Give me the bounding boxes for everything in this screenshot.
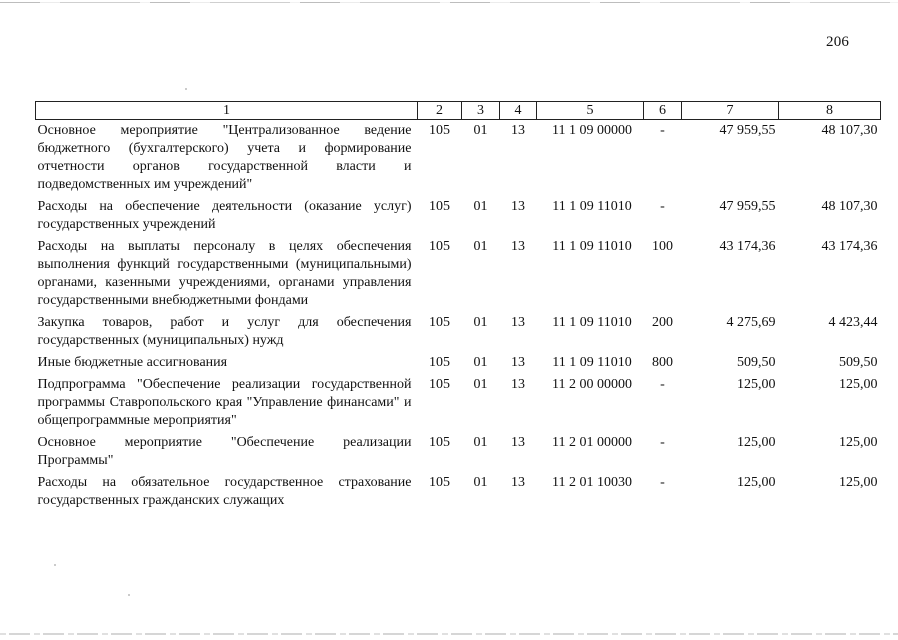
row-col4: 13 (511, 435, 525, 450)
table-row (36, 312, 881, 352)
row-col4: 13 (511, 377, 525, 392)
budget-table-container (35, 101, 880, 512)
row-col2: 105 (429, 355, 450, 370)
row-name: Основное мероприятие "Обеспечение реализации Программы" (37, 435, 412, 468)
row-col6: 100 (652, 239, 673, 254)
budget-table (35, 101, 881, 512)
row-col4: 13 (511, 315, 525, 330)
scan-top-edge (0, 2, 898, 3)
scan-speck (185, 88, 187, 90)
scan-speck (54, 564, 56, 566)
row-col8: 509,50 (839, 355, 878, 370)
table-row (36, 236, 881, 312)
row-col5: 11 2 00 00000 (552, 377, 632, 392)
row-col2: 105 (429, 435, 450, 450)
row-col7: 509,50 (737, 355, 776, 370)
row-col6: - (660, 435, 665, 450)
row-col8: 48 107,30 (821, 199, 878, 214)
header-col-5: 5 (537, 102, 644, 120)
row-col5: 11 1 09 11010 (552, 315, 632, 330)
table-row (36, 352, 881, 374)
row-col2: 105 (429, 239, 450, 254)
row-col4: 13 (511, 475, 525, 490)
scan-speck (128, 594, 130, 596)
table-row (36, 120, 881, 197)
header-col-4: 4 (500, 102, 537, 120)
column-number-header-row (36, 102, 881, 120)
row-col3: 01 (473, 475, 488, 490)
header-col-3: 3 (462, 102, 500, 120)
row-name: Иные бюджетные ассигнования (37, 355, 228, 370)
header-col-2: 2 (418, 102, 462, 120)
row-col3: 01 (473, 123, 488, 138)
row-col7: 43 174,36 (719, 239, 776, 254)
row-col6: - (660, 199, 665, 214)
row-col3: 01 (473, 239, 488, 254)
row-col6: - (660, 377, 665, 392)
header-col-7: 7 (682, 102, 779, 120)
table-row (36, 196, 881, 236)
table-row (36, 432, 881, 472)
header-col-1: 1 (36, 102, 418, 120)
row-col8: 4 423,44 (828, 315, 878, 330)
header-col-8: 8 (779, 102, 881, 120)
row-col2: 105 (429, 315, 450, 330)
row-col7: 125,00 (737, 377, 776, 392)
row-col8: 125,00 (839, 377, 878, 392)
row-col5: 11 1 09 11010 (552, 199, 632, 214)
row-col3: 01 (473, 377, 488, 392)
row-col6: - (660, 123, 665, 138)
table-row (36, 374, 881, 432)
row-col6: 200 (652, 315, 673, 330)
row-name: Расходы на обеспечение деятельности (оказание услуг) государственных учреждений (37, 199, 412, 232)
row-col5: 11 2 01 10030 (552, 475, 632, 490)
table-row (36, 472, 881, 512)
row-col2: 105 (429, 123, 450, 138)
row-col5: 11 1 09 11010 (552, 239, 632, 254)
row-col8: 43 174,36 (821, 239, 878, 254)
header-col-6: 6 (644, 102, 682, 120)
row-col4: 13 (511, 199, 525, 214)
row-col6: - (660, 475, 665, 490)
row-name: Расходы на обязательное государственное страхование государственных гражданских служащих (37, 475, 412, 508)
row-col7: 125,00 (737, 475, 776, 490)
row-col3: 01 (473, 435, 488, 450)
row-col7: 4 275,69 (726, 315, 776, 330)
row-col3: 01 (473, 199, 488, 214)
scan-bottom-edge (0, 633, 898, 635)
row-col7: 125,00 (737, 435, 776, 450)
row-name: Основное мероприятие "Централизованное ведение бюджетного (бухгалтерского) учета и формирование отчетности органов государственной власти и подведомственных им учреждений" (37, 123, 412, 192)
row-col4: 13 (511, 239, 525, 254)
row-col8: 125,00 (839, 435, 878, 450)
row-col2: 105 (429, 377, 450, 392)
row-name: Закупка товаров, работ и услуг для обеспечения государственных (муниципальных) нужд (37, 315, 412, 348)
row-col4: 13 (511, 355, 525, 370)
page-number: 206 (826, 34, 850, 50)
row-col3: 01 (473, 355, 488, 370)
row-col6: 800 (652, 355, 673, 370)
row-name: Подпрограмма "Обеспечение реализации государственной программы Ставропольского края "Управление финансами" и общепрограммные мероприятия" (37, 377, 412, 428)
row-col5: 11 1 09 11010 (552, 355, 632, 370)
row-col5: 11 1 09 00000 (552, 123, 632, 138)
row-name: Расходы на выплаты персоналу в целях обеспечения выполнения функций государственными (муниципальными) органами, казенными учреждениями, органами управления государственными внебюджетными фондами (37, 239, 412, 308)
row-col8: 48 107,30 (821, 123, 878, 138)
row-col4: 13 (511, 123, 525, 138)
row-col5: 11 2 01 00000 (552, 435, 632, 450)
row-col2: 105 (429, 199, 450, 214)
row-col2: 105 (429, 475, 450, 490)
row-col7: 47 959,55 (719, 123, 776, 138)
row-col8: 125,00 (839, 475, 878, 490)
row-col7: 47 959,55 (719, 199, 776, 214)
row-col3: 01 (473, 315, 488, 330)
